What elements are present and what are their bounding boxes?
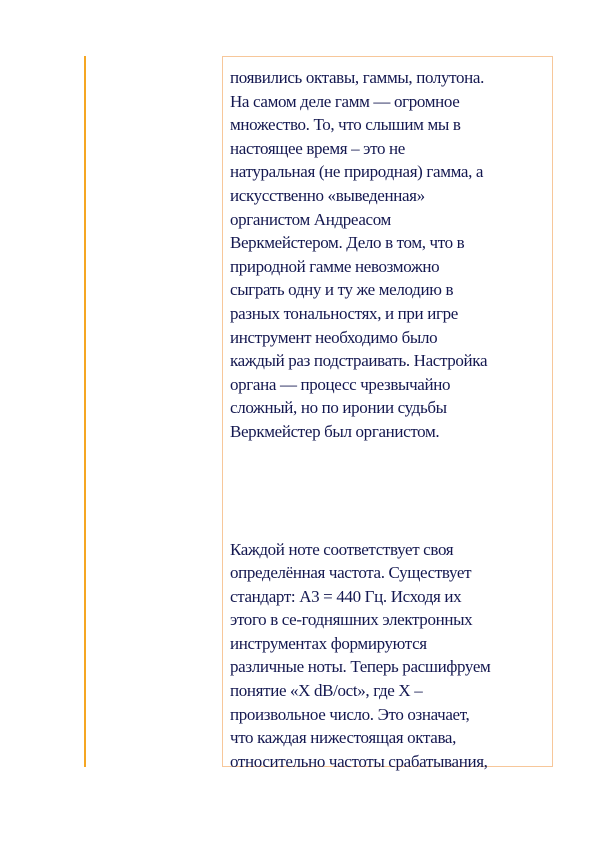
- text-line: Веркмейстер был органистом.: [230, 421, 440, 441]
- text-line: сыграть одну и ту же мелодию в: [230, 280, 454, 300]
- text-line: понятие «X dB/oct», где X –: [230, 681, 423, 701]
- text-line: произвольное число. Это означает,: [230, 704, 470, 724]
- paragraph-history-of-scales: [230, 66, 546, 444]
- text-line: Каждой ноте соответствует своя: [230, 539, 454, 559]
- text-line: органа — процесс чрезвычайно: [230, 374, 451, 394]
- text-line: разных тональностях, и при игре: [230, 303, 458, 323]
- text-line: стандарт: А3 = 440 Гц. Исходя их: [230, 586, 462, 606]
- text-line: инструмент необходимо было: [230, 327, 438, 347]
- text-line: определённая частота. Существует: [230, 563, 472, 583]
- paragraph-spacer: [230, 444, 546, 538]
- text-line: инструментах формируются: [230, 633, 427, 653]
- text-line: На самом деле гамм — огромное: [230, 91, 460, 111]
- paragraph-note-frequencies: [230, 538, 546, 774]
- text-line: этого в се-годняшних электронных: [230, 610, 473, 630]
- text-line: сложный, но по иронии судьбы: [230, 398, 447, 418]
- text-line: множество. То, что слышим мы в: [230, 115, 461, 135]
- text-line: органистом Андреасом: [230, 209, 391, 229]
- text-line: различные ноты. Теперь расшифруем: [230, 657, 491, 677]
- text-line: натуральная (не природная) гамма, а: [230, 162, 484, 182]
- text-line: что каждая нижестоящая октава,: [230, 728, 457, 748]
- text-frame: [222, 56, 553, 771]
- text-line: появились октавы, гаммы, полутона.: [230, 68, 485, 87]
- text-line: природной гамме невозможно: [230, 256, 440, 276]
- left-margin-rule: [84, 56, 86, 767]
- text-line: Веркмейстером. Дело в том, что в: [230, 233, 465, 253]
- text-line: настоящее время – это не: [230, 138, 405, 158]
- text-line: каждый раз подстраивать. Настройка: [230, 351, 488, 371]
- text-line: искусственно «выведенная»: [230, 185, 425, 205]
- text-line: относительно частоты срабатывания,: [230, 751, 488, 771]
